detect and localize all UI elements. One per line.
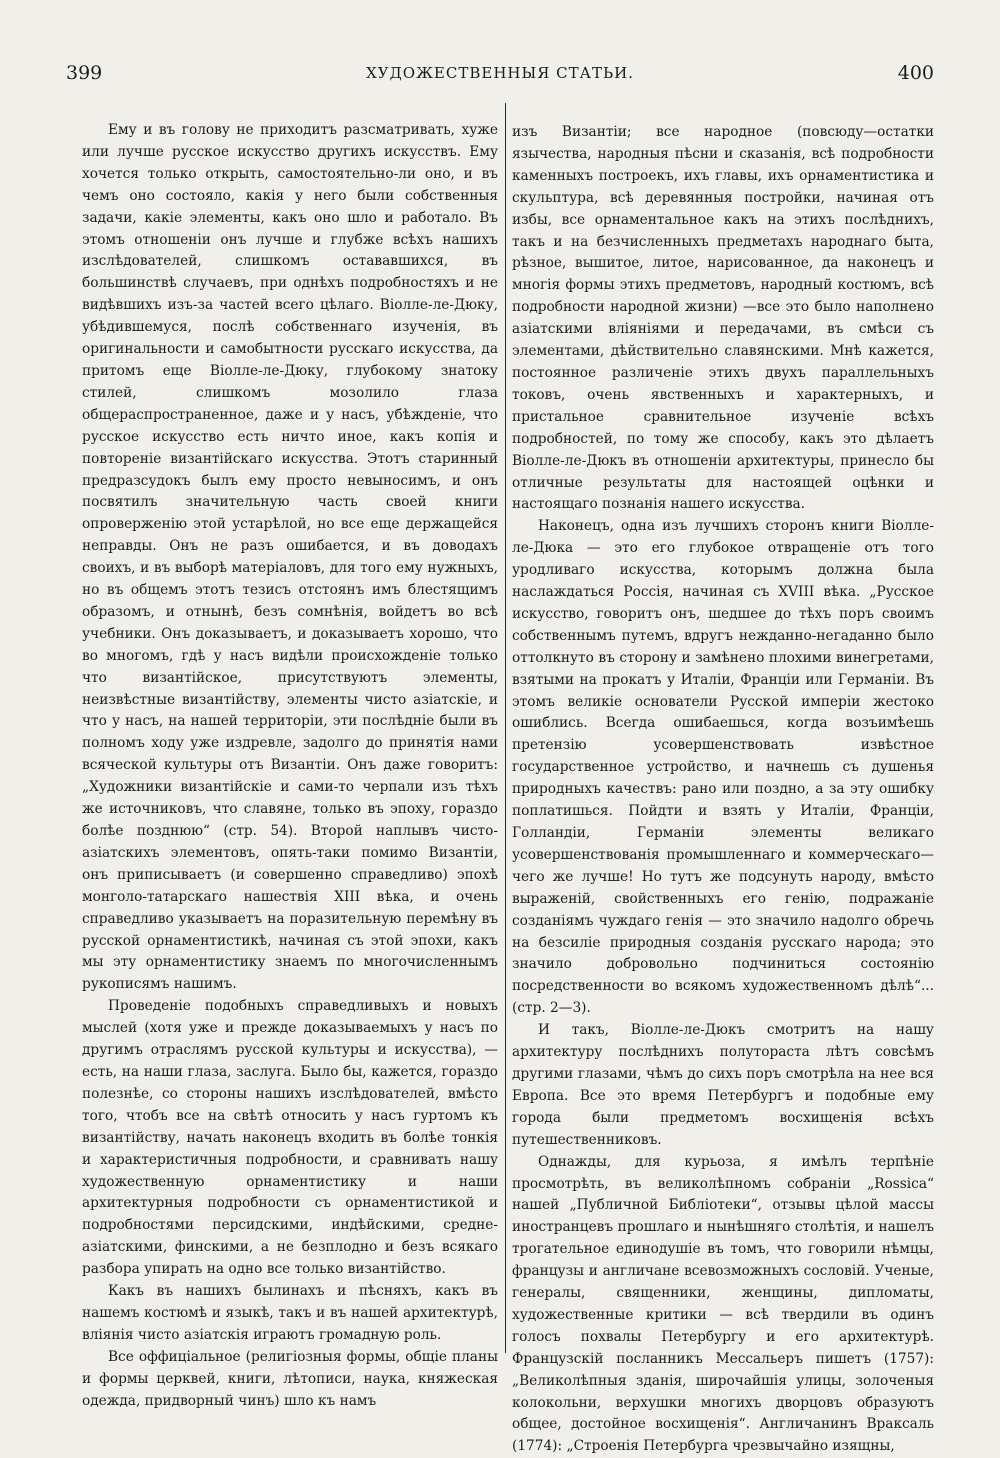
paragraph: Наконецъ, одна изъ лучшихъ сторонъ книги Віолле-ле-Дюка — это его глубокое отвращеніе отъ того уродливаго искусства, которымъ должна была наслаждаться Россія, начиная съ XVIII вѣка. „Русское искусство, говоритъ онъ, шедшее до тѣхъ поръ своимъ собственнымъ путемъ, вдругъ нежданно-негаданно было оттолкнуто въ сторону и замѣнено плохими винегретами, взятыми на прокатъ у Италіи, Франціи или Германіи. Въ этомъ великіе основатели Русской имперіи жестоко ошиблись. Всегда ошибаешься, когда возъимѣешь претензію усовершенствовать извѣстное государственное устройство, и начнешь съ душенья природныхъ качествъ: рано или поздно, а за эту ошибку поплатишься. Пойдти и взять у Италіи, Франціи, Голландіи, Германіи элементы великаго усовершенствованія промышленнаго и коммерческаго—чего же лучше! Но тутъ же подсунуть народу, вмѣсто выраженій, свойственныхъ его генію, подражаніе созданіямъ чуждаго генія — это значило надолго обречь на безсиліе природныя созданія русскаго народа; это значило добровольно подчиниться состоянію посредственности во всякомъ художественномъ дѣлѣ“... (стр. 2—3). — [512, 518, 934, 1017]
paragraph: Ему и въ голову не приходитъ разсматривать, хуже или лучше русское искусство другихъ искусствъ. Ему хочется только открыть, самостоятельно-ли оно, и въ чемъ оно состояло, какія у него были собственныя задачи, какіе элементы, какъ оно шло и работало. Въ этомъ отношеніи онъ лучше и глубже всѣхъ нашихъ изслѣдователей, слишкомъ остававшихся, въ большинствѣ случаевъ, при однѣхъ подробностяхъ и не видѣвшихъ изъ-за частей всего цѣлаго. Віолле-ле-Дюку, убѣдившемуся, послѣ собственнаго изученія, въ оригинальности и самобытности русскаго искусства, да притомъ еще Віолле-ле-Дюку, глубокому знатоку стилей, слишкомъ мозолило глаза общераспространенное, даже и у насъ, убѣжденіе, что русское искусство есть ничто иное, какъ копія и повтореніе византійскаго искусства. Этотъ старинный предразсудокъ былъ ему просто невыносимъ, и онъ посвятилъ значительную часть своей книги опроверженію этой устарѣлой, но все еще держащейся неправды. Онъ не разъ ошибается, и въ доводахъ своихъ, и въ выборѣ матеріаловъ, для того ему нужныхъ, но въ общемъ этотъ тезисъ отстоянъ имъ блестящимъ образомъ, и отнынѣ, безъ сомнѣнія, войдетъ во всѣ учебники. Онъ доказываетъ, и доказываетъ хорошо, что во многомъ, гдѣ у насъ видѣли происхожденіе только что византійское, присутствуютъ элементы, неизвѣстные византійству, элементы чисто азіатскіе, и что у насъ, на нашей территоріи, эти послѣдніе были въ полномъ ходу уже издревле, задолго до принятія нами всяческой культуры отъ Византіи. Онъ даже говоритъ: „Художники византійскіе и сами-то черпали изъ тѣхъ же источниковъ, что славяне, только въ эпоху, гораздо болѣе позднюю“ (стр. 54). Второй наплывъ чисто-азіатскихъ элементовъ, опять-таки помимо Византіи, онъ приписываетъ (и совершенно справедливо) эпохѣ монголо-татарскаго нашествія XIII вѣка, и очень справедливо указываетъ на поразительную перемѣну въ русской орнаментистикѣ, начиная съ этой эпохи, какъ мы эту орнаментистику знаемъ по многочисленнымъ рукописямъ нашимъ. — [82, 122, 498, 993]
right-column — [512, 122, 934, 1458]
paragraph: Какъ въ нашихъ былинахъ и пѣсняхъ, какъ въ нашемъ костюмѣ и языкѣ, такъ и въ нашей архитектурѣ, вліянія чисто азіатскія играютъ громадную роль. — [82, 1283, 498, 1343]
page-number-left: 399 — [66, 62, 103, 84]
paragraph: Однажды, для курьоза, я имѣлъ терпѣніе просмотрѣть, въ великолѣпномъ собраніи „Rossica“ нашей „Публичной Библіотеки“, отзывы цѣлой массы иностранцевъ прошлаго и нынѣшняго столѣтія, и нашелъ трогательное единодушіе въ томъ, что говорили нѣмцы, французы и англичане всевозможныхъ сословій. Ученые, генералы, священники, женщины, дипломаты, художественные критики — всѣ твердили въ одинъ голосъ похвалы Петербургу и его архитектурѣ. Французскій посланникъ Мессальеръ пишетъ (1757): „Великолѣпныя зданія, широчайшія улицы, золоченыя колокольни, верхушки многихъ дворцовъ образуютъ общее, достойное восхищенія“. Англичанинъ Враксаль (1774): „Строенія Петербурга чрезвычайно изящны, — [512, 1153, 934, 1455]
paragraph: И такъ, Віолле-ле-Дюкъ смотритъ на нашу архитектуру послѣднихъ полутораста лѣтъ совсѣмъ другими глазами, чѣмъ до сихъ поръ смотрѣла на нее вся Европа. Все это время Петербургъ и подобные ему города были предметомъ восхищенія всѣхъ путешественниковъ. — [512, 1022, 934, 1148]
running-header — [66, 62, 934, 88]
column-divider — [505, 103, 506, 1353]
paragraph: Проведеніе подобныхъ справедливыхъ и новыхъ мыслей (хотя уже и прежде доказываемыхъ у насъ по другимъ отраслямъ русской культуры и искусства), —есть, на наши глаза, заслуга. Было бы, кажется, гораздо полезнѣе, со стороны нашихъ изслѣдователей, вмѣсто того, чтобъ все на свѣтѣ относить у насъ гуртомъ къ византійству, начать наконецъ входить въ болѣе тонкія и характеристичныя подробности, и сравнивать нашу художественную орнаментистику и наши архитектурныя подробности съ орнаментистикой и подробностями персидскими, индѣйскими, средне-азіатскими, финскими, а не безплодно и безъ всякаго разбора упирать на одно все только византійство. — [82, 998, 498, 1278]
running-title: ХУДОЖЕСТВЕННЫЯ СТАТЬИ. — [366, 64, 634, 82]
paragraph-continued: изъ Византіи; все народное (повсюду—остатки язычества, народныя пѣсни и сказанія, всѣ подробности каменныхъ построекъ, ихъ главы, ихъ орнаментистика и скульптура, всѣ деревянныя постройки, начиная отъ избы, все орнаментальное какъ на этихъ послѣднихъ, такъ и на безчисленныхъ предметахъ народнаго быта, рѣзное, вышитое, литое, нарисованное, да наконецъ и многія формы этихъ предметовъ, народный костюмъ, всѣ подробности народной жизни) —все это было наполнено азіатскими вліяніями и передачами, въ смѣси съ элементами, дѣйствительно славянскими. Мнѣ кажется, постоянное различеніе этихъ двухъ параллельныхъ токовъ, очень явственныхъ и характерныхъ, и пристальное сравнительное изученіе всѣхъ подробностей, по тому же способу, какъ это дѣлаетъ Віолле-ле-Дюкъ въ отношеніи архитектуры, принесло бы отличные результаты для настоящей оцѣнки и настоящаго познанія нашего искусства. — [512, 124, 934, 513]
page-number-right: 400 — [897, 62, 934, 84]
paragraph: Все оффиціальное (религіозныя формы, общіе планы и формы церквей, книги, лѣтописи, наука, княжеская одежда, придворный чинъ) шло къ намъ — [82, 1348, 498, 1409]
left-column — [82, 120, 498, 1412]
